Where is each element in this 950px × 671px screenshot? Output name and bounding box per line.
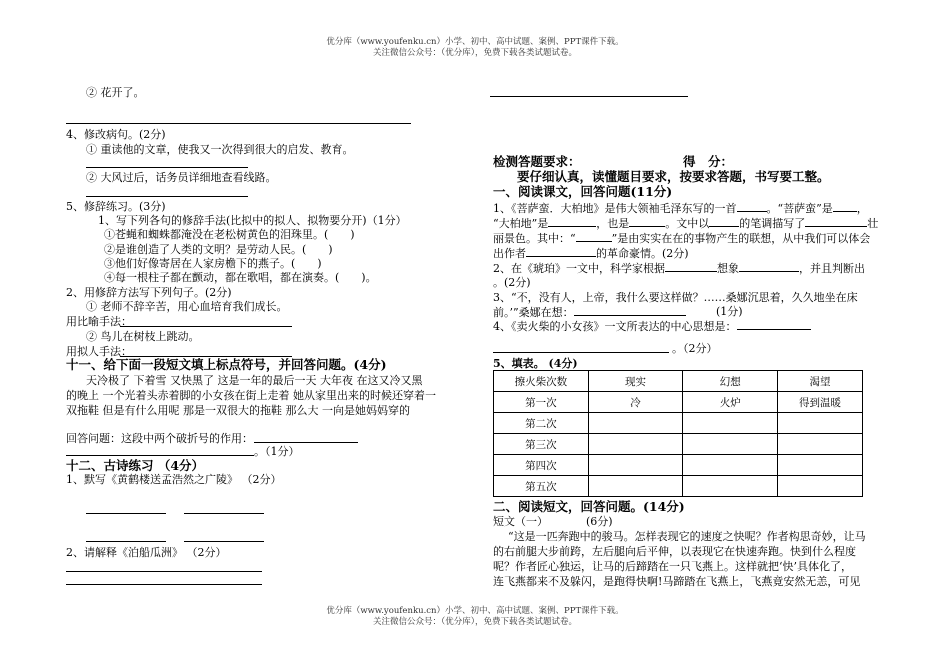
table-cell: 第五次	[494, 476, 589, 497]
s12-question-2: 2、请解释《泊船瓜洲》 （2分）	[66, 546, 227, 559]
r1-q4-score: 。（2分）	[672, 342, 718, 355]
r1-q2-line-1	[493, 261, 865, 275]
table-row	[494, 455, 863, 476]
table-row	[494, 413, 863, 434]
r2-subtitle: 短文（一）	[493, 515, 548, 528]
page-footer	[0, 606, 950, 628]
section-r1-title: 一、阅读课文，回答问题(11分)	[493, 184, 673, 199]
blank[interactable]	[739, 261, 799, 272]
table-cell[interactable]	[778, 434, 863, 455]
table-cell[interactable]	[683, 455, 778, 476]
r1-q2-text: 2、在《琥珀》一文中，科学家根据	[493, 262, 665, 275]
q5-2-sentence-b: ② 鸟儿在树枝上跳动。	[86, 330, 200, 343]
q5-2-sentence-a: ① 老师不辞辛苦，用心血培育我们成长。	[86, 300, 288, 313]
simile-label: 用比喻手法：	[66, 315, 132, 328]
r1-q2-score: 。(2分)	[493, 276, 531, 289]
table-header: 渴望	[778, 371, 863, 392]
table-header: 幻想	[683, 371, 778, 392]
q5-1-item-c: ③他们好像寄居在人家房檐下的燕子。( )	[104, 257, 322, 270]
blank[interactable]	[574, 305, 686, 316]
table-cell: 冷	[588, 392, 683, 413]
s12-question-1: 1、默写《黄鹤楼送孟浩然之广陵》 （2分）	[66, 473, 282, 486]
r1-q1-text: ”是由实实在在的事物产生的联想，从中我们可以体会	[611, 232, 871, 245]
r2-sub-score: (6分)	[586, 515, 613, 528]
answer-line[interactable]	[254, 442, 358, 443]
r1-q1-text: 出作者	[493, 247, 526, 260]
r1-q2-text: 想象	[717, 262, 739, 275]
table-cell[interactable]	[683, 413, 778, 434]
r2-passage-line-2: 的右前腿大步前跨，左后腿向后平伸，以表现它在快速奔跑。快到什么程度	[493, 545, 856, 558]
blank[interactable]	[629, 216, 665, 227]
r1-q4-line	[493, 319, 811, 333]
table-row	[494, 392, 863, 413]
r1-q1-text: 的革命豪情。(2分)	[596, 247, 689, 260]
table-cell: 得到温暖	[778, 392, 863, 413]
table-cell: 第四次	[494, 455, 589, 476]
score-label: 得 分：	[683, 154, 734, 169]
r1-q4-text: 4、《卖火柴的小女孩》一文所表达的中心思想是：	[493, 320, 737, 333]
r1-q1-text: 。文中以	[665, 217, 710, 230]
table-cell[interactable]	[683, 476, 778, 497]
q4-sentence-b: ② 大风过后，话务员详细地查看线路。	[86, 171, 277, 184]
r1-q3-line-1: 3、“不，没有人，上帝，我什么要这样做？……桑娜沉思着，久久地坐在床	[493, 291, 858, 304]
requirements-title: 检测答题要求：	[493, 154, 581, 169]
s11-passage-line-3: 双拖鞋 但是有什么用呢 那是一双很大的拖鞋 那么大 一向是她妈妈穿的	[66, 404, 410, 417]
blank[interactable]	[737, 319, 811, 330]
answer-line[interactable]	[66, 455, 254, 456]
footer-line-1: 优分库（www.youfenku.cn）小学、初中、高中试题、案例、PPT课件下载。	[326, 606, 624, 616]
personification-label: 用拟人手法：	[66, 345, 132, 358]
answer-line[interactable]	[490, 96, 688, 97]
table-cell: 火炉	[683, 392, 778, 413]
answer-line[interactable]	[86, 513, 166, 514]
blank[interactable]	[526, 246, 596, 257]
r1-q3-score: (1分)	[716, 305, 743, 318]
section-11-title: 十一、给下面一段短文填上标点符号，并回答问题。(4分)	[66, 357, 387, 372]
r1-q1-text: ，也是	[596, 217, 630, 230]
blank[interactable]	[665, 261, 717, 272]
r1-q2-line-2	[493, 276, 531, 289]
s11-passage-line-2: 的晚上 一个光着头赤着脚的小女孩在街上走着 她从家里出来的时候还穿着一	[66, 389, 436, 402]
r1-q2-text: ，并且判断出	[799, 262, 865, 275]
section-r2-title: 二、阅读短文，回答问题。(14分)	[493, 499, 685, 514]
answer-line[interactable]	[66, 571, 262, 572]
q5-2-instruction: 2、用修辞方法写下列句子。(2分)	[66, 286, 232, 299]
r1-q1-text: 的笔调描写了	[739, 217, 806, 230]
table-cell[interactable]	[588, 455, 683, 476]
q5-title: 5、修辞练习。(3分)	[66, 200, 166, 213]
footer-line-2: 关注微信公众号：（优分库），免费下载各类试题试卷。	[372, 617, 577, 627]
table-cell[interactable]	[588, 476, 683, 497]
s11-passage-line-1: 天冷极了 下着雪 又快黑了 这是一年的最后一天 大年夜 在这又冷又黑	[86, 374, 423, 387]
flower-sentence: ② 花开了。	[86, 86, 145, 99]
r1-q1-text: 1、《菩萨蛮．大柏地》是伟大领袖毛泽东写的一首	[493, 202, 737, 215]
q4-title: 4、修改病句。(2分)	[66, 128, 166, 141]
table-cell[interactable]	[778, 455, 863, 476]
answer-line[interactable]	[184, 513, 264, 514]
blank[interactable]	[737, 201, 767, 212]
table-header-row	[494, 371, 863, 392]
header-line-2: 关注微信公众号：（优分库），免费下载各类试题试卷。	[372, 48, 577, 58]
table-cell: 第二次	[494, 413, 589, 434]
r1-q1-text: 。“菩萨蛮”是	[766, 202, 833, 215]
blank[interactable]	[576, 231, 612, 242]
table-cell[interactable]	[588, 434, 683, 455]
blank[interactable]	[548, 216, 596, 227]
section-12-title: 十二、古诗练习 （4分）	[66, 458, 205, 473]
answer-line[interactable]	[86, 541, 166, 542]
r1-q1-text: 壮	[867, 217, 879, 230]
page-header	[0, 37, 950, 59]
q5-1-item-d: ④每一根柱子都在颤动，都在歌唱，都在演奏。( )。	[104, 271, 377, 284]
q4-sentence-a: ① 重读他的文章，使我又一次得到很大的启发、教育。	[86, 143, 354, 156]
q5-1-item-b: ②是谁创造了人类的文明？是劳动人民。( )	[104, 243, 333, 256]
table-row	[494, 476, 863, 497]
q5-1-instruction: 1、写下列各句的修辞手法(比拟中的拟人、拟物要分开)（1分）	[98, 214, 407, 227]
table-cell[interactable]	[683, 434, 778, 455]
table-cell[interactable]	[588, 413, 683, 434]
table-cell[interactable]	[778, 413, 863, 434]
blank[interactable]	[833, 201, 857, 212]
answer-line[interactable]	[86, 196, 248, 197]
table-row	[494, 434, 863, 455]
answer-line[interactable]	[66, 123, 411, 124]
r1-q1-line-3	[493, 231, 870, 245]
r1-q3-line-2	[493, 305, 686, 319]
s11-question: 回答问题：这段中两个破折号的作用：	[66, 432, 253, 445]
fill-table	[493, 370, 863, 497]
table-cell: 第一次	[494, 392, 589, 413]
table-header: 现实	[588, 371, 683, 392]
r2-passage-line-1: “这是一匹奔跑中的骏马。怎样表现它的速度之快呢？作者构思奇妙，让马	[508, 530, 866, 543]
answer-line[interactable]	[66, 584, 262, 585]
answer-line[interactable]	[493, 352, 669, 353]
table-header: 擦火柴次数	[494, 371, 589, 392]
answer-line[interactable]	[184, 541, 264, 542]
table-cell[interactable]	[778, 476, 863, 497]
r1-q1-text: “大柏地”是	[493, 217, 549, 230]
blank[interactable]	[805, 216, 867, 227]
r1-q1-line-2	[493, 216, 878, 230]
r2-passage-line-4: 连飞燕都来不及躲闪，是跑得快啊!马蹄踏在飞燕上，飞燕竟安然无恙，可见	[493, 575, 861, 588]
requirements-text: 要仔细认真，读懂题目要求，按要求答题，书写要工整。	[517, 169, 830, 184]
blank[interactable]	[709, 216, 739, 227]
r1-q1-line-1: 1、《菩萨蛮．大柏地》是伟大领袖毛泽东写的一首 。“菩萨蛮”是 ，	[493, 202, 868, 215]
table-cell: 第三次	[494, 434, 589, 455]
r1-q3-text: 前。’”桑娜在想：	[493, 306, 574, 319]
q5-1-item-a: ①苍蝇和蜘蛛都淹没在老松树黄色的泪珠里。( )	[104, 228, 355, 241]
r2-passage-line-3: 呢？作者匠心独运，让马的后蹄踏在一只飞燕上。这样就把‘快’具体化了，	[493, 560, 852, 573]
header-line-1: 优分库（www.youfenku.cn）小学、初中、高中试题、案例、PPT课件下载。	[326, 37, 624, 47]
s11-score: 。（1分）	[254, 445, 300, 458]
answer-line[interactable]	[86, 167, 248, 168]
r1-q1-text: 丽景色。其中：“	[493, 232, 576, 245]
r1-q1-line-4	[493, 246, 689, 260]
answer-line[interactable]	[120, 326, 292, 327]
r1-q5-title: 5、填表。 (4分)	[493, 357, 578, 370]
